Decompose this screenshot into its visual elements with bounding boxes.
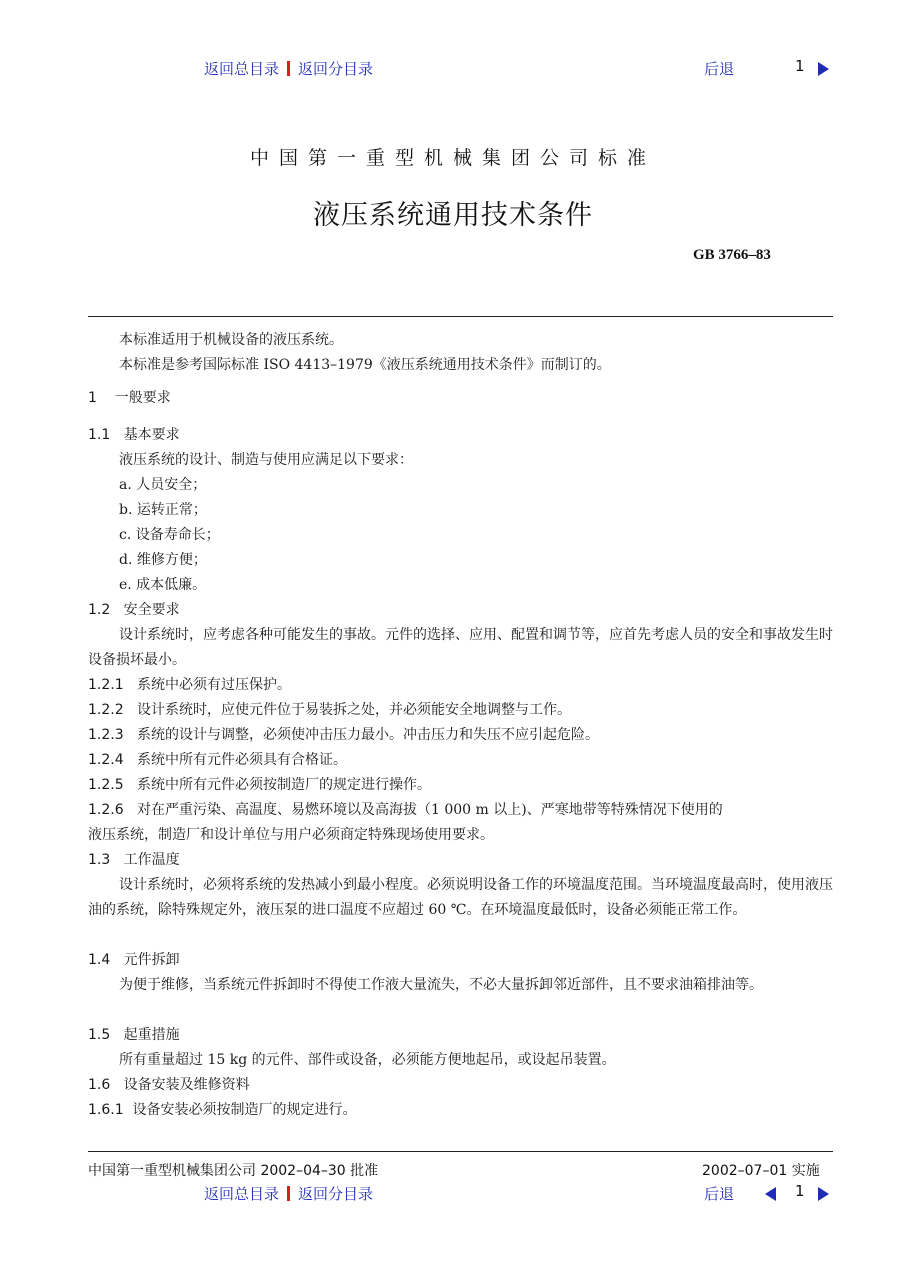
clause-text: 系统中所有元件必须具有合格证。 (136, 752, 347, 768)
page-number: 1 (795, 1182, 805, 1200)
clause-1-6-1 (88, 1098, 357, 1123)
list-item: e. 成本低廉。 (119, 577, 207, 593)
clause-1-2-5 (88, 773, 431, 798)
clause-1-2-1 (88, 673, 291, 698)
section-title: 起重措施 (123, 1027, 180, 1043)
section-heading-1-3 (88, 848, 180, 873)
section-number: 1.6 (88, 1077, 111, 1093)
prev-page-icon[interactable] (765, 1187, 776, 1201)
clause-number: 1.6.1 (88, 1102, 124, 1118)
list-item: d. 维修方便； (119, 552, 207, 568)
page-number: 1 (795, 57, 805, 75)
list-item: a. 人员安全； (119, 477, 207, 493)
effective-date: 2002–07–01 实施 (702, 1163, 820, 1179)
back-to-main-link[interactable]: 返回总目录 (204, 60, 280, 78)
bottom-nav (204, 1183, 373, 1204)
back-link[interactable]: 后退 (704, 1185, 735, 1203)
next-page-icon[interactable] (818, 1187, 829, 1201)
section-heading-1 (88, 387, 171, 407)
top-divider (88, 316, 833, 317)
clause-number: 1.2.5 (88, 777, 124, 793)
clause-number: 1.2.3 (88, 727, 124, 743)
clause-text: 对在严重污染、高温度、易燃环境以及高海拔（1 000 m 以上)、严寒地带等特殊情况下使用的 (136, 802, 723, 818)
section-title: 元件拆卸 (123, 952, 180, 968)
clause-1-2-2 (88, 698, 571, 723)
clause-1-2-4 (88, 748, 347, 773)
clause-1-2-6 (88, 798, 723, 823)
intro-line-2: 本标准是参考国际标准 ISO 4413–1979《液压系统通用技术条件》而制订的。 (119, 357, 611, 373)
section-title: 设备安装及维修资料 (123, 1077, 250, 1093)
paragraph: 所有重量超过 15 kg 的元件、部件或设备，必须能方便地起吊，或设起吊装置。 (119, 1052, 616, 1068)
clause-text: 系统中所有元件必须按制造厂的规定进行操作。 (136, 777, 431, 793)
back-to-section-link[interactable]: 返回分目录 (298, 60, 374, 78)
section-heading-1-4 (88, 948, 180, 973)
section-heading-1-6 (88, 1073, 250, 1098)
paragraph: 设计系统时，应考虑各种可能发生的事故。元件的选择、应用、配置和调节等，应首先考虑人员的安全和事故发生时设备损坏最小。 (88, 627, 833, 668)
section-title: 一般要求 (114, 390, 171, 406)
clause-text: 系统中必须有过压保护。 (136, 677, 291, 693)
section-heading-1-1 (88, 423, 180, 448)
top-nav (204, 58, 373, 79)
section-number: 1.3 (88, 852, 111, 868)
section-number: 1.5 (88, 1027, 111, 1043)
section-title: 基本要求 (123, 427, 180, 443)
approval-note: 中国第一重型机械集团公司 2002–04–30 批准 (88, 1163, 379, 1179)
back-to-section-link[interactable]: 返回分目录 (298, 1185, 374, 1203)
back-link[interactable]: 后退 (704, 60, 735, 78)
clause-text-continued: 液压系统，制造厂和设计单位与用户必须商定特殊现场使用要求。 (88, 827, 494, 843)
list-item: c. 设备寿命长； (119, 527, 220, 543)
clause-number: 1.2.2 (88, 702, 124, 718)
nav-separator (287, 61, 290, 76)
list-item: b. 运转正常； (119, 502, 207, 518)
org-name: 中国第一重型机械集团公司标准 (250, 147, 657, 169)
clause-number: 1.2.4 (88, 752, 124, 768)
standard-code: GB 3766–83 (693, 247, 771, 263)
paragraph: 液压系统的设计、制造与使用应满足以下要求： (119, 452, 413, 468)
clause-text: 系统的设计与调整，必须使冲击压力最小。冲击压力和失压不应引起危险。 (136, 727, 599, 743)
clause-1-2-3 (88, 723, 599, 748)
paragraph: 为便于维修，当系统元件拆卸时不得使工作液大量流失，不必大量拆卸邻近部件，且不要求油箱排油等。 (119, 977, 763, 993)
clause-text: 设备安装必须按制造厂的规定进行。 (132, 1102, 357, 1118)
section-number: 1 (88, 390, 97, 406)
clause-number: 1.2.1 (88, 677, 124, 693)
section-heading-1-5 (88, 1023, 180, 1048)
document-title: 液压系统通用技术条件 (313, 200, 593, 231)
intro-line-1: 本标准适用于机械设备的液压系统。 (119, 332, 343, 348)
clause-number: 1.2.6 (88, 802, 124, 818)
bottom-divider (88, 1151, 833, 1152)
back-to-main-link[interactable]: 返回总目录 (204, 1185, 280, 1203)
paragraph: 设计系统时，必须将系统的发热减小到最小程度。必须说明设备工作的环境温度范围。当环境温度最高时，使用液压油的系统，除特殊规定外，液压泵的进口温度不应超过 60 ℃。在环境温度最低时，设备必须能正常工作。 (88, 877, 833, 918)
nav-separator (287, 1186, 290, 1201)
section-title: 工作温度 (123, 852, 180, 868)
section-title: 安全要求 (123, 602, 180, 618)
section-heading-1-2 (88, 598, 180, 623)
clause-text: 设计系统时，应使元件位于易装拆之处，并必须能安全地调整与工作。 (136, 702, 571, 718)
section-number: 1.2 (88, 602, 111, 618)
next-page-icon[interactable] (818, 62, 829, 76)
section-number: 1.1 (88, 427, 111, 443)
section-number: 1.4 (88, 952, 111, 968)
